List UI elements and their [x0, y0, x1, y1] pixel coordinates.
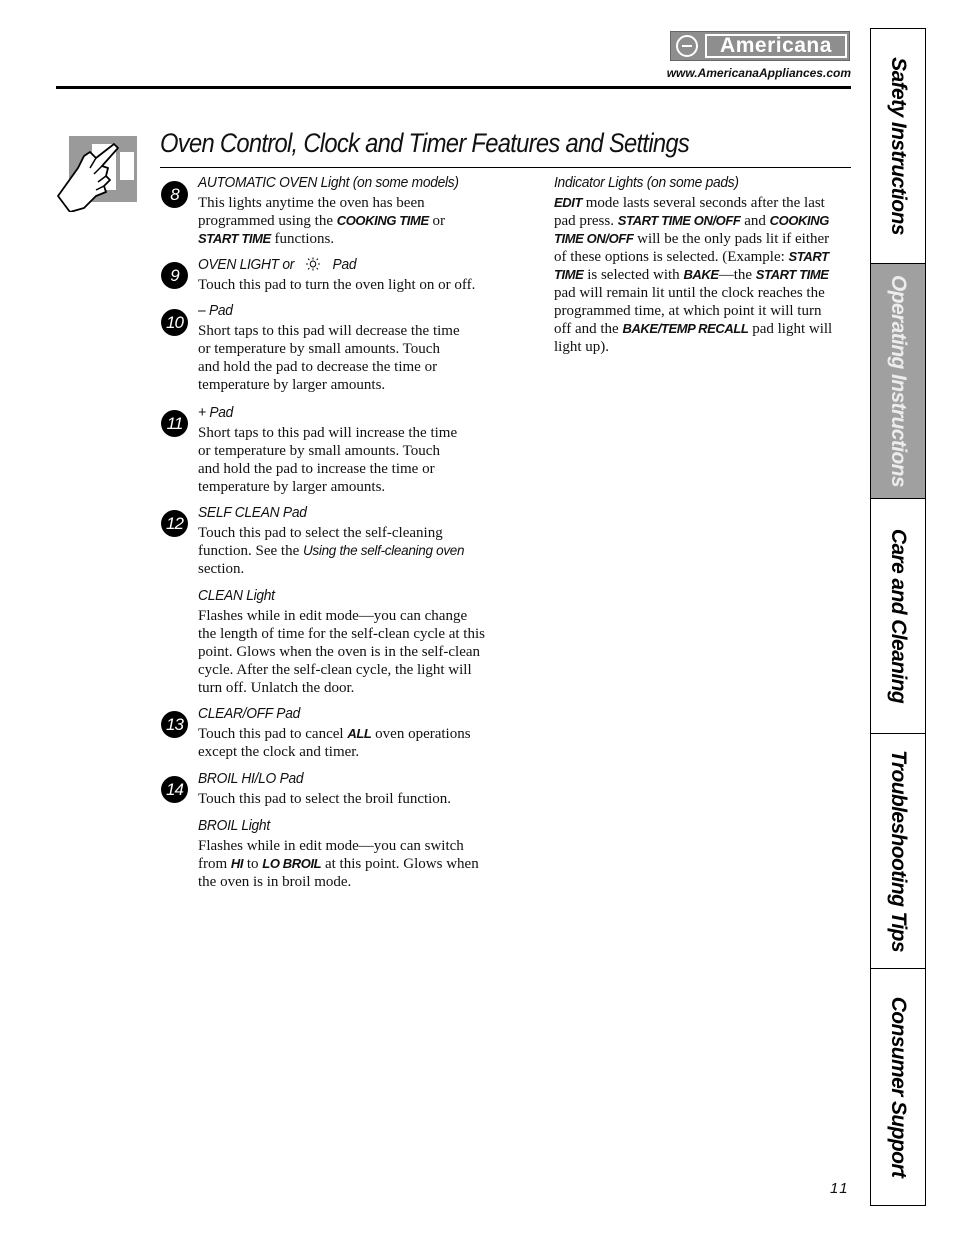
section-sidebar — [870, 28, 926, 1206]
item-number-badge: 9 — [161, 262, 188, 289]
feature-heading: – Pad — [198, 302, 233, 319]
item-number-badge: 10 — [161, 309, 188, 336]
page-number: 11 — [830, 1180, 850, 1197]
feature-heading: CLEAR/OFF Pad — [198, 705, 301, 722]
header-rule — [56, 86, 851, 89]
item-number-badge: 8 — [161, 181, 188, 208]
tab-safety-instructions[interactable]: Safety Instructions — [871, 29, 925, 264]
light-bulb-icon — [305, 257, 322, 271]
sub-feature: BROIL Light Flashes while in edit mode—you can switch from HI to LO BROIL at this point. Glows when the oven is in broil mode. — [198, 817, 479, 890]
tab-consumer-support[interactable]: Consumer Support — [887, 996, 910, 1177]
feature-item: BROIL HI/LO Pad Touch this pad to select the broil function. — [198, 770, 498, 808]
page-title: Oven Control, Clock and Timer Features and Settings — [160, 128, 690, 158]
item-number-badge: 12 — [161, 510, 188, 537]
item-number-badge: 14 — [161, 776, 188, 803]
tab-operating-instructions[interactable]: Operating Instructions — [871, 264, 925, 499]
feature-item: OVEN LIGHT or Pad Touch this pad to turn the oven light on or off. — [198, 256, 476, 293]
feature-item: CLEAR/OFF Pad Touch this pad to cancel ALL oven operations except the clock and timer. — [198, 705, 498, 761]
item-number-badge: 11 — [161, 410, 188, 437]
title-rule — [160, 167, 851, 168]
feature-heading: BROIL HI/LO Pad — [198, 770, 304, 787]
feature-heading: OVEN LIGHT or Pad — [198, 256, 357, 273]
pointing-hand-icon — [56, 136, 138, 212]
sub-feature: CLEAN Light Flashes while in edit mode—you can change the length of time for the self-clean cycle at this point. Glows when the oven is in the self-clean cycle. After the self-clean cycle, the light will turn off. Unlatch the door. — [198, 587, 485, 696]
brand-name: Americana — [705, 34, 847, 58]
sub-feature-heading: BROIL Light — [198, 817, 270, 834]
indicator-heading: Indicator Lights (on some pads) — [554, 174, 739, 191]
tab-care-and-cleaning[interactable]: Care and Cleaning — [871, 499, 925, 734]
right-column: Indicator Lights (on some pads) EDIT mode lasts several seconds after the last pad press. START TIME ON/OFF and COOKING TIME ON/OFF will be the only pads lit if either of these options is selected. (Example: START TIME is selected with BAKE—the START TIME pad will remain lit until the clock reaches the programmed time, at which point it will turn off and the BAKE/TEMP RECALL pad light will light up). — [554, 174, 833, 355]
website-url[interactable]: www.AmericanaAppliances.com — [666, 66, 851, 80]
logo-emblem-icon — [676, 35, 698, 57]
brand-logo — [670, 31, 850, 61]
feature-heading: AUTOMATIC OVEN Light (on some models) — [198, 174, 459, 191]
tab-troubleshooting-tips[interactable]: Troubleshooting Tips — [871, 734, 925, 969]
feature-heading: + Pad — [198, 404, 234, 421]
sub-feature-heading: CLEAN Light — [198, 587, 275, 604]
feature-heading: SELF CLEAN Pad — [198, 504, 307, 521]
feature-item: + Pad Short taps to this pad will increase the time or temperature by small amounts. Touch and hold the pad to increase the time or temperature by larger amounts. — [198, 404, 498, 496]
feature-item: AUTOMATIC OVEN Light (on some models) This lights anytime the oven has been programmed using the COOKING TIME or START TIME functions. — [198, 174, 498, 248]
item-number-badge: 13 — [161, 711, 188, 738]
feature-item: SELF CLEAN Pad Touch this pad to select the self-cleaning function. See the Using the self-cleaning oven section. — [198, 504, 498, 578]
feature-item: – Pad Short taps to this pad will decrease the time or temperature by small amounts. Touch and hold the pad to decrease the time or temperature by larger amounts. — [198, 302, 498, 394]
